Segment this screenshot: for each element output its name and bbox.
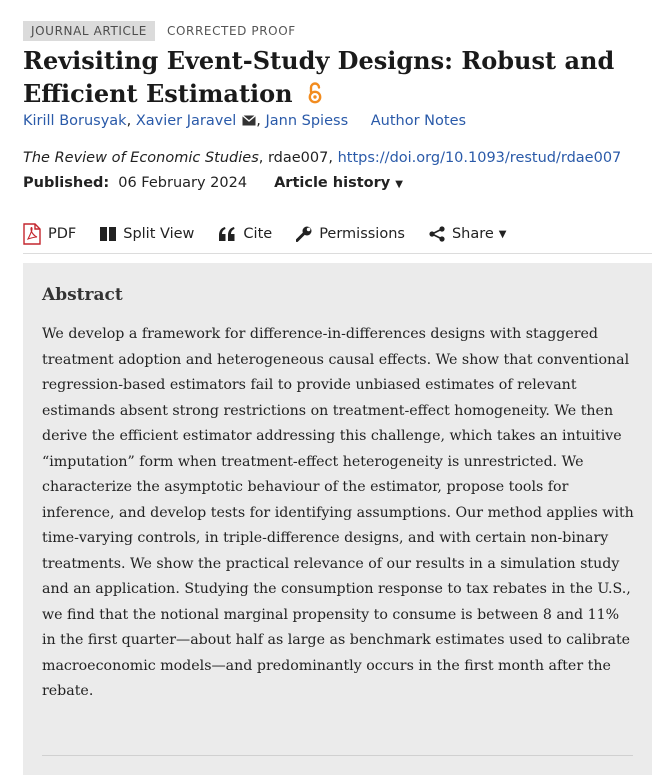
abstract-section [23,263,652,775]
author-link-jaravel[interactable]: Xavier Jaravel [135,113,237,129]
share-button[interactable] [429,226,507,242]
article-history-label: Article history [274,175,391,191]
abstract-divider [42,755,633,756]
doi-link[interactable]: https://doi.org/10.1093/restud/rdae007 [337,150,622,166]
article-title-line1: Revisiting Event-Study Designs: Robust and [23,46,615,75]
quote-icon [218,227,236,241]
abstract-text: We develop a framework for difference-in-differences designs with staggered treatment adoption and heterogeneous causal effects. We show that conventional regression-based estimators fail to provide unbiased estimates of relevant estimands absent strong restrictions on treatment-effect homogeneity. We then derive the efficient estimator addressing this challenge, which takes an intuitive “imputation” form when treatment-effect heterogeneity is unrestricted. We characterize the asymptotic behaviour of the estimator, propose tools for inference, and develop tests for identifying assumptions. Our method applies with time-varying controls, in triple-difference designs, and with certain non-binary treatments. We show the practical relevance of our results in a simulation study and an application. Studying the consumption response to tax rebates in the U.S., we find that the notional marginal propensity to consume is between 8 and 11% in the first quarter—about half as large as benchmark estimates used to calibrate macroeconomic models—and predominantly occurs in the first month after the rebate. [42,326,634,699]
permissions-button[interactable] [296,226,405,242]
split-view-icon [100,227,116,241]
author-list [23,113,466,130]
caret-down-icon: ▼ [395,179,403,190]
wrench-icon [296,226,312,242]
published-label: Published: [23,175,110,191]
pdf-icon [23,223,41,245]
author-notes-link[interactable]: Author Notes [370,113,467,129]
share-label: Share [451,226,494,242]
pdf-label: PDF [48,226,77,242]
mail-icon[interactable] [242,114,256,130]
author-link-spiess[interactable]: Jann Spiess [265,113,349,129]
journal-name: The Review of Economic Studies [23,150,259,166]
published-date: 06 February 2024 [118,175,248,191]
published-line [23,175,403,191]
article-tags [23,21,296,41]
author-separator: , [256,113,261,129]
split-view-label: Split View [123,226,195,242]
article-type-tag: JOURNAL ARTICLE [23,21,155,41]
article-status-tag: CORRECTED PROOF [166,24,296,38]
permissions-label: Permissions [319,226,405,242]
toolbar-divider [23,253,652,254]
article-id: , rdae007, [258,150,338,166]
abstract-heading: Abstract [42,285,123,305]
open-access-icon [307,80,323,113]
article-history-toggle[interactable] [274,175,403,191]
cite-button[interactable] [218,226,272,242]
article-toolbar [23,221,531,247]
caret-down-icon: ▼ [498,228,507,240]
author-link-borusyak[interactable]: Kirill Borusyak [23,113,127,129]
article-title-line2: Efficient Estimation [23,79,293,108]
cite-label: Cite [243,226,273,242]
article-title [23,44,643,113]
pdf-button[interactable] [23,223,76,245]
citation-line [23,150,621,166]
author-separator: , [126,113,132,129]
share-icon [429,226,445,242]
split-view-button[interactable] [100,226,194,242]
